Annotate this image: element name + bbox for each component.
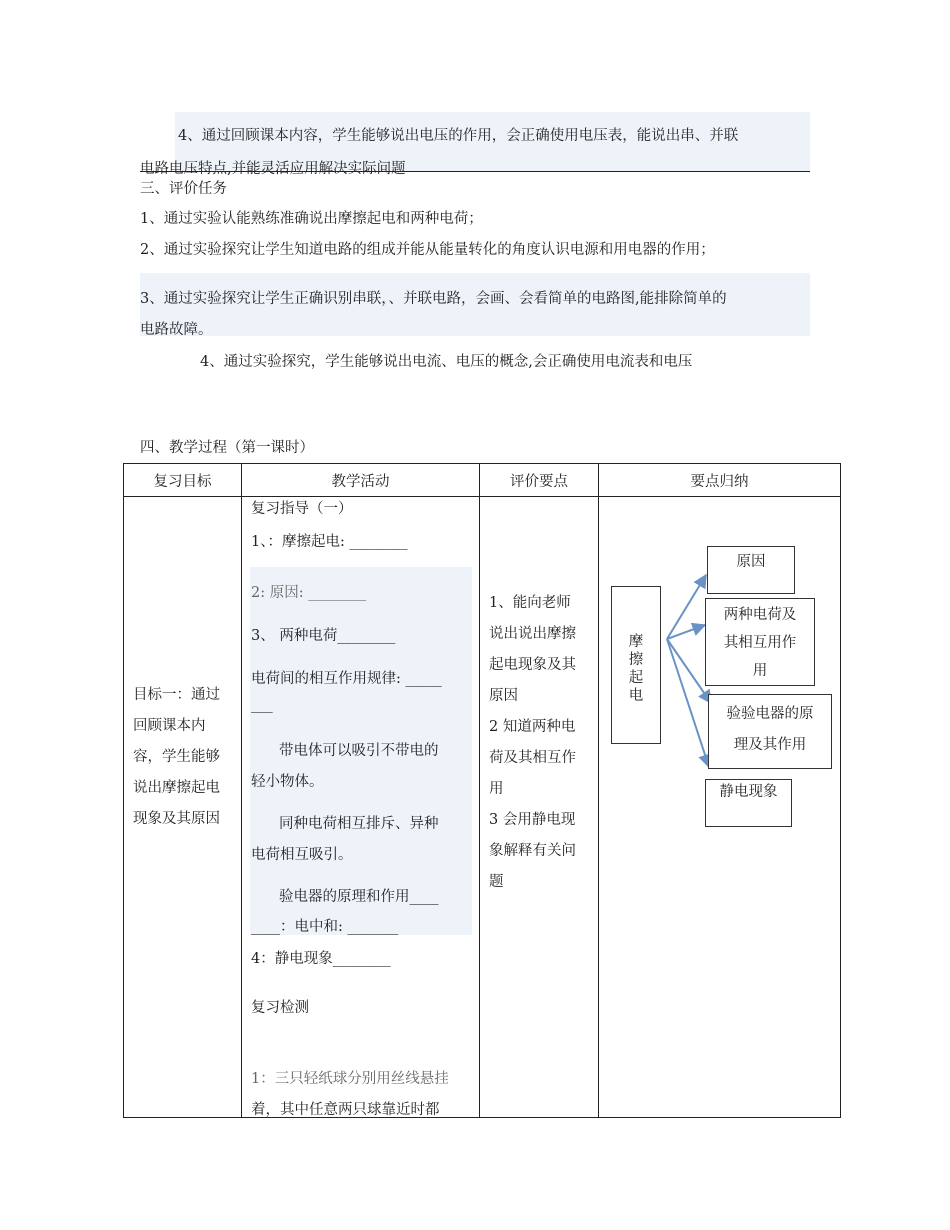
activity-line: 带电体可以吸引不带电的 (279, 743, 439, 759)
activity-line: 电荷相互吸引。 (251, 847, 353, 863)
goal-line: 容，学生能够 (133, 749, 220, 765)
header-evaluation-points: 评价要点 (480, 464, 599, 497)
center-char: 起 (628, 670, 644, 686)
goal-line: 现象及其原因 (133, 811, 220, 827)
activity-line: 4：静电现象________ (251, 951, 391, 967)
section3-item3-line1: 3、通过实验探究让学生正确识别串联，、并联电路，会画、会看简单的电路图,能排除简单的 (140, 291, 727, 307)
eval-line: 2 知道两种电 (489, 719, 576, 735)
activity-line: 1：三只轻纸球分别用丝线悬挂 (251, 1071, 449, 1087)
center-char: 电 (628, 688, 644, 704)
concept-diagram (599, 497, 840, 1117)
box-cause (707, 546, 795, 594)
eval-line: 荷及其相互作 (489, 750, 576, 766)
box-line: 两种电荷及 (723, 607, 797, 623)
table-header-row (124, 464, 841, 497)
activity-line: 同种电荷相互排斥、异种 (279, 816, 439, 832)
eval-line: 3 会用静电现 (489, 812, 576, 828)
activity-line: 验电器的原理和作用____ (279, 889, 439, 905)
center-char: 摩 (628, 634, 644, 650)
activity-line: 复习检测 (251, 1000, 309, 1016)
goal-cell (124, 497, 242, 1118)
activity-line: 复习指导（一） (251, 501, 353, 517)
arrow-to-static (667, 639, 709, 767)
goal-text (133, 680, 220, 835)
box-static (705, 779, 792, 827)
eval-line: 题 (489, 874, 504, 890)
section3-item1: 1、通过实验认能熟练准确说出摩擦起电和两种电荷； (140, 211, 483, 227)
goal-line: 说出摩擦起电 (133, 780, 220, 796)
activity-line: ____：电中和: _______ (251, 919, 399, 935)
summary-cell (599, 497, 841, 1118)
header-key-summary: 要点归纳 (599, 464, 841, 497)
evaluation-text (489, 588, 576, 898)
center-box-friction (611, 586, 661, 744)
activity-line: 电荷间的相互作用规律: _____ (251, 671, 442, 687)
divider-line (140, 171, 810, 172)
header-review-goal: 复习目标 (124, 464, 242, 497)
eval-line: 原因 (489, 688, 518, 704)
arrow-to-two-charges (667, 625, 705, 639)
box-static-label: 静电现象 (719, 784, 778, 800)
goal-line: 回顾课本内 (133, 718, 206, 734)
box-line: 用 (752, 663, 768, 679)
arrow-to-cause (667, 575, 706, 639)
activity-line: 3、 两种电荷________ (251, 628, 396, 644)
box-electroscope (708, 694, 832, 769)
eval-line: 起电现象及其 (489, 657, 576, 673)
header-teaching-activity: 教学活动 (242, 464, 480, 497)
box-line: 其相互用作 (723, 635, 797, 651)
activity-line: 2: 原因: ________ (251, 585, 367, 601)
eval-line: 象解释有关问 (489, 843, 576, 859)
box-cause-label: 原因 (736, 554, 766, 570)
top-item4-line1: 4、通过回顾课本内容，学生能够说出电压的作用，会正确使用电压表，能说出串、并联 (178, 128, 739, 144)
center-char: 擦 (628, 652, 644, 668)
box-two-charges (705, 598, 815, 686)
eval-line: 1、能向老师 (489, 595, 571, 611)
activity-line: 着，其中任意两只球靠近时都 (251, 1102, 440, 1118)
section4-heading: 四、教学过程（第一课时） (140, 440, 314, 456)
section3-heading: 三、评价任务 (140, 181, 227, 197)
evaluation-cell (480, 497, 599, 1118)
section3-item2: 2、通过实验探究让学生知道电路的组成并能从能量转化的角度认识电源和用电器的作用； (140, 242, 715, 258)
goal-line: 目标一：通过 (133, 687, 220, 703)
section3-item4: 4、通过实验探究，学生能够说出电流、电压的概念,会正确使用电流表和电压 (200, 354, 693, 370)
activity-cell (242, 497, 480, 1118)
eval-line: 说出说出摩擦 (489, 626, 576, 642)
section3-item3-line2: 电路故障。 (140, 322, 213, 338)
table-row (124, 497, 841, 1118)
box-line: 验验电器的原 (726, 706, 814, 722)
activity-line: 1、：摩擦起电: ________ (251, 534, 408, 550)
activity-line: 轻小物体。 (251, 774, 324, 790)
box-line: 理及其作用 (733, 737, 807, 753)
top-item4-line2: 电路电压特点,并能灵活应用解决实际问题 (140, 161, 406, 177)
activity-line: ___ (251, 697, 273, 713)
eval-line: 用 (489, 781, 504, 797)
teaching-process-table (123, 463, 841, 1118)
